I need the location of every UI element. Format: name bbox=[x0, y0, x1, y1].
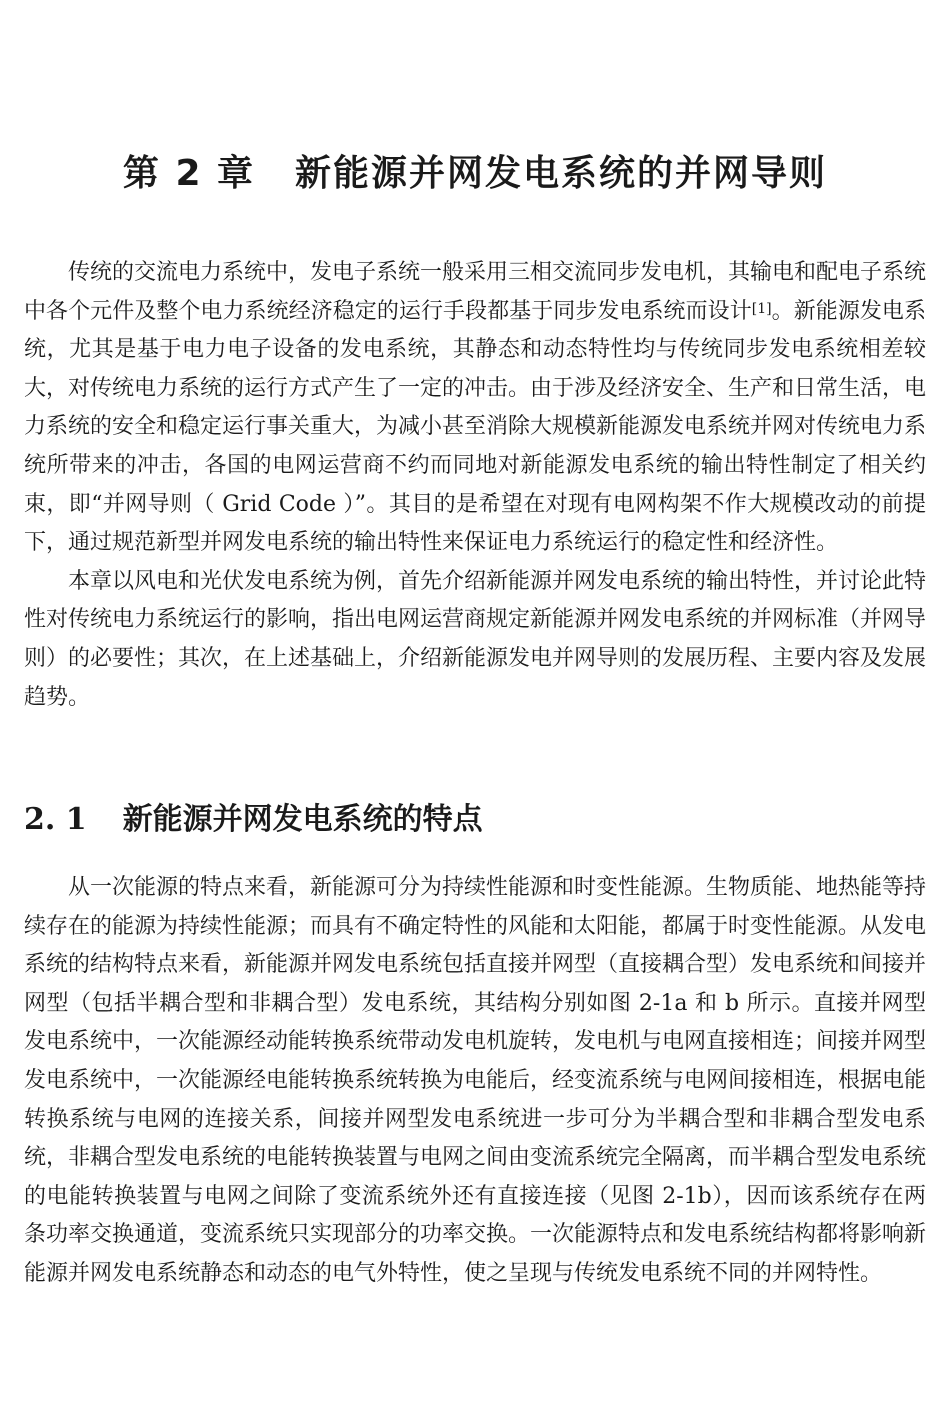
section-text bbox=[24, 869, 926, 1294]
intro-paragraph-1 bbox=[24, 254, 926, 563]
intro-text bbox=[24, 254, 926, 717]
chapter-number: 第 2 章 bbox=[122, 153, 256, 195]
section-paragraph-1: 从一次能源的特点来看，新能源可分为持续性能源和时变性能源。生物质能、地热能等持续存在的能源为持续性能源；而具有不确定特性的风能和太阳能，都属于时变性能源。从发电系统的结构特点来看，新能源并网发电系统包括直接并网型（直接耦合型）发电系统和间接并网型（包括半耦合型和非耦合型）发电系统，其结构分别如图 2-1a 和 b 所示。直接并网型发电系统中，一次能源经动能转换系统带动发电机旋转，发电机与电网直接相连；间接并网型发电系统中，一次能源经电能转换系统转换为电能后，经变流系统与电网间接相连，根据电能转换系统与电网的连接关系，间接并网型发电系统进一步可分为半耦合型和非耦合型发电系统，非耦合型发电系统的电能转换装置与电网之间由变流系统完全隔离，而半耦合型发电系统的电能转换装置与电网之间除了变流系统外还有直接连接（见图 2-1b），因而该系统存在两条功率交换通道，变流系统只实现部分的功率交换。一次能源特点和发电系统结构都将影响新能源并网发电系统静态和动态的电气外特性，使之呈现与传统发电系统不同的并网特性。 bbox=[24, 875, 927, 1286]
intro-paragraph-1-text: 传统的交流电力系统中，发电子系统一般采用三相交流同步发电机，其输电和配电子系统中各个元件及整个电力系统经济稳定的运行手段都基于同步发电系统而设计 bbox=[24, 260, 927, 324]
section-heading bbox=[24, 795, 483, 845]
intro-paragraph-2: 本章以风电和光伏发电系统为例，首先介绍新能源并网发电系统的输出特性，并讨论此特性对传统电力系统运行的影响，指出电网运营商规定新能源并网发电系统的并网标准（并网导则）的必要性；其次，在上述基础上，介绍新能源发电并网导则的发展历程、主要内容及发展趋势。 bbox=[24, 568, 927, 710]
citation-reference: [1] bbox=[751, 300, 772, 317]
section-number: 2. 1 bbox=[24, 801, 87, 837]
chapter-title bbox=[0, 144, 950, 204]
section-title: 新能源并网发电系统的特点 bbox=[122, 801, 483, 837]
chapter-title-text: 新能源并网发电系统的并网导则 bbox=[295, 153, 828, 195]
intro-paragraph-1-text-continued: 。新能源发电系统，尤其是基于电力电子设备的发电系统，其静态和动态特性均与传统同步发电系统相差较大，对传统电力系统的运行方式产生了一定的冲击。由于涉及经济安全、生产和日常生活，电力系统的安全和稳定运行事关重大，为减小甚至消除大规模新能源发电系统并网对传统电力系统所带来的冲击，各国的电网运营商不约而同地对新能源发电系统的输出特性制定了相关约束，即“并网导则（ Grid Code ）”。其目的是希望在对现有电网构架不作大规模改动的前提下，通过规范新型并网发电系统的输出特性来保证电力系统运行的稳定性和经济性。 bbox=[24, 298, 927, 556]
